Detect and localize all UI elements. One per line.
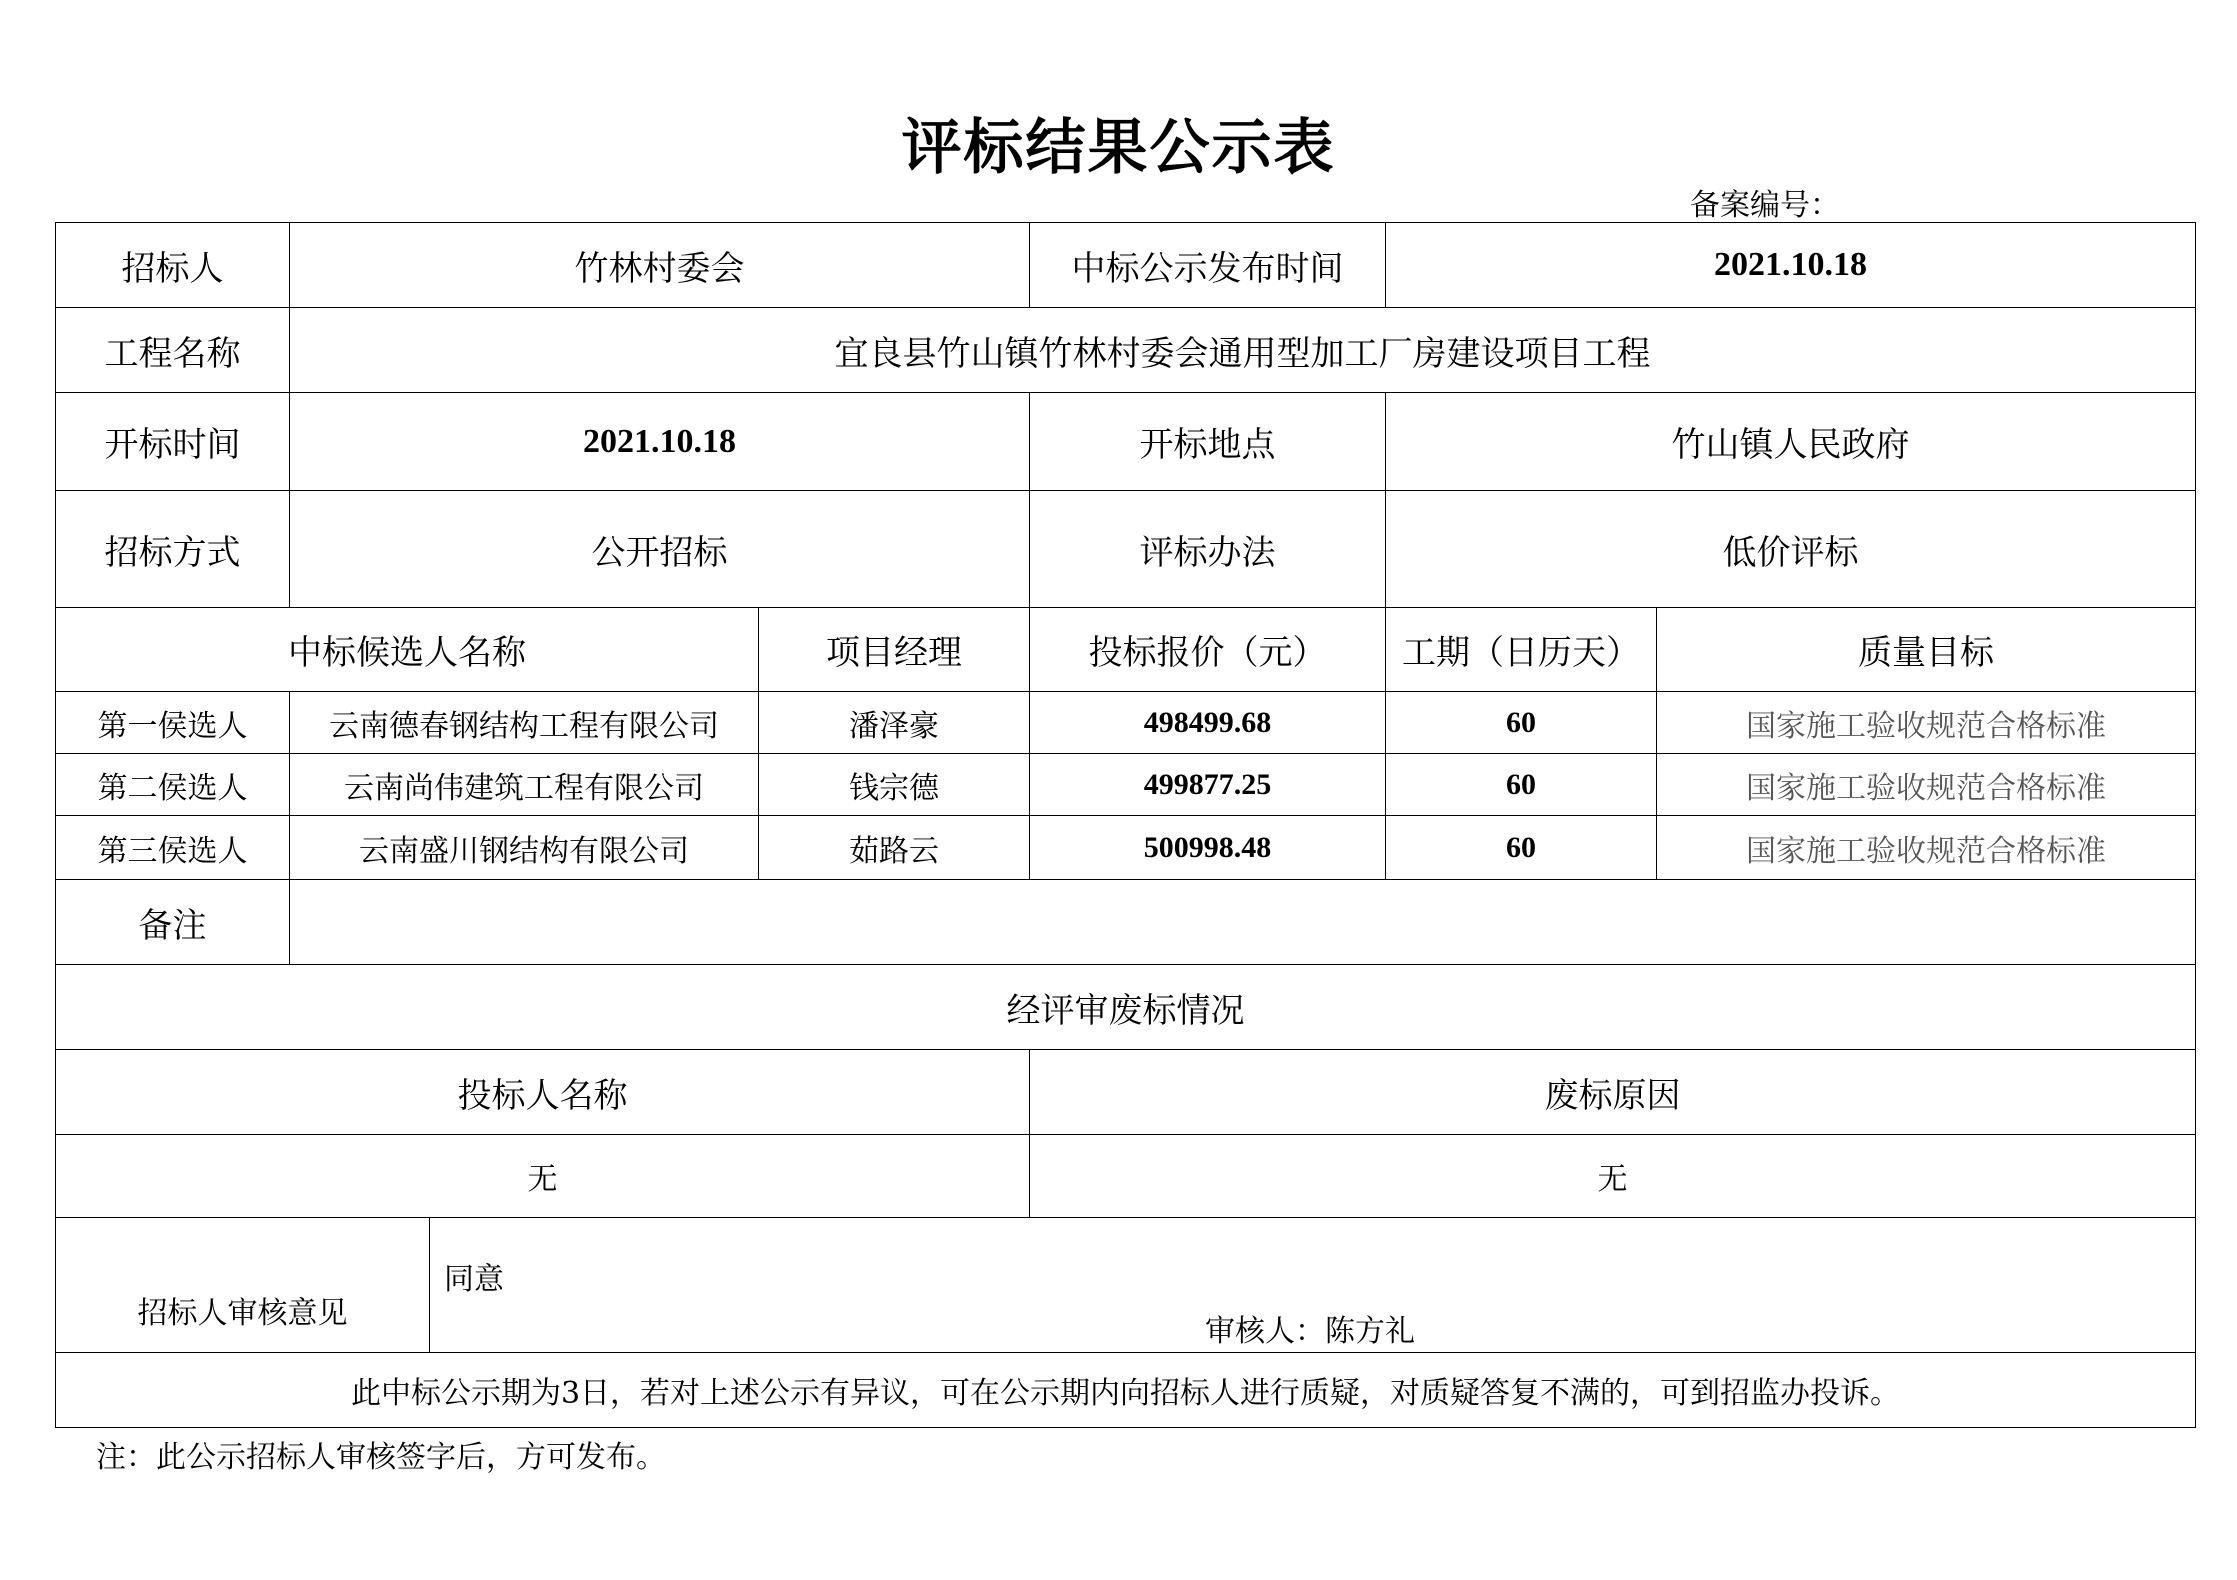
table-row-period: 60 <box>1385 753 1657 816</box>
invalid-bidder-label: 投标人名称 <box>55 1049 1030 1135</box>
table-row-period: 60 <box>1385 691 1657 754</box>
notice-content: 此中标公示期为3日，若对上述公示有异议，可在公示期内向招标人进行质疑，对质疑答复不满的，可到招监办投诉。 <box>350 1376 1901 1411</box>
publish-time-value: 2021.10.18 <box>1385 222 2196 308</box>
table-row-rank: 第一侯选人 <box>55 691 290 754</box>
table-row-price: 498499.68 <box>1029 691 1386 754</box>
remarks-label: 备注 <box>55 879 290 965</box>
open-time-label: 开标时间 <box>55 392 290 491</box>
table-row-rank: 第二侯选人 <box>55 753 290 816</box>
invalid-section-title: 经评审废标情况 <box>55 964 2196 1050</box>
review-label: 招标人审核意见 <box>55 1217 430 1353</box>
eval-method-value: 低价评标 <box>1385 490 2196 608</box>
table-row-manager: 潘泽豪 <box>758 691 1030 754</box>
table-row-rank: 第三侯选人 <box>55 815 290 880</box>
table-row-period: 60 <box>1385 815 1657 880</box>
invalid-reason-label: 废标原因 <box>1029 1049 2196 1135</box>
table-row-price: 500998.48 <box>1029 815 1386 880</box>
invalid-reason-value: 无 <box>1029 1134 2196 1218</box>
record-number-label: 备案编号： <box>1690 188 1840 223</box>
open-time-value: 2021.10.18 <box>289 392 1030 491</box>
notice-text <box>55 1352 2196 1428</box>
table-row-company: 云南盛川钢结构有限公司 <box>289 815 759 880</box>
review-opinion: 同意 <box>429 1217 2196 1353</box>
publish-time-label: 中标公示发布时间 <box>1029 222 1386 308</box>
invalid-bidder-value: 无 <box>55 1134 1030 1218</box>
page-title: 评标结果公示表 <box>901 113 1336 183</box>
open-place-value: 竹山镇人民政府 <box>1385 392 2196 491</box>
header-bid-price: 投标报价（元） <box>1029 607 1386 692</box>
table-row-company: 云南尚伟建筑工程有限公司 <box>289 753 759 816</box>
header-period: 工期（日历天） <box>1385 607 1657 692</box>
header-quality: 质量目标 <box>1656 607 2196 692</box>
method-label: 招标方式 <box>55 490 290 608</box>
eval-method-label: 评标办法 <box>1029 490 1386 608</box>
reviewer-signature: 审核人：陈方礼 <box>1205 1314 1415 1349</box>
table-row-quality: 国家施工验收规范合格标准 <box>1656 753 2196 816</box>
footnote: 注：此公示招标人审核签字后，方可发布。 <box>96 1440 666 1475</box>
table-row-manager: 钱宗德 <box>758 753 1030 816</box>
table-row-company: 云南德春钢结构工程有限公司 <box>289 691 759 754</box>
project-name-value: 宜良县竹山镇竹林村委会通用型加工厂房建设项目工程 <box>289 307 2196 393</box>
table-row-quality: 国家施工验收规范合格标准 <box>1656 691 2196 754</box>
header-project-manager: 项目经理 <box>758 607 1030 692</box>
header-candidate-name: 中标候选人名称 <box>55 607 759 692</box>
open-place-label: 开标地点 <box>1029 392 1386 491</box>
table-row-manager: 茹路云 <box>758 815 1030 880</box>
tenderer-label: 招标人 <box>55 222 290 308</box>
tenderer-value: 竹林村委会 <box>289 222 1030 308</box>
method-value: 公开招标 <box>289 490 1030 608</box>
table-row-quality: 国家施工验收规范合格标准 <box>1656 815 2196 880</box>
table-row-price: 499877.25 <box>1029 753 1386 816</box>
project-name-label: 工程名称 <box>55 307 290 393</box>
remarks-value <box>289 879 2196 965</box>
